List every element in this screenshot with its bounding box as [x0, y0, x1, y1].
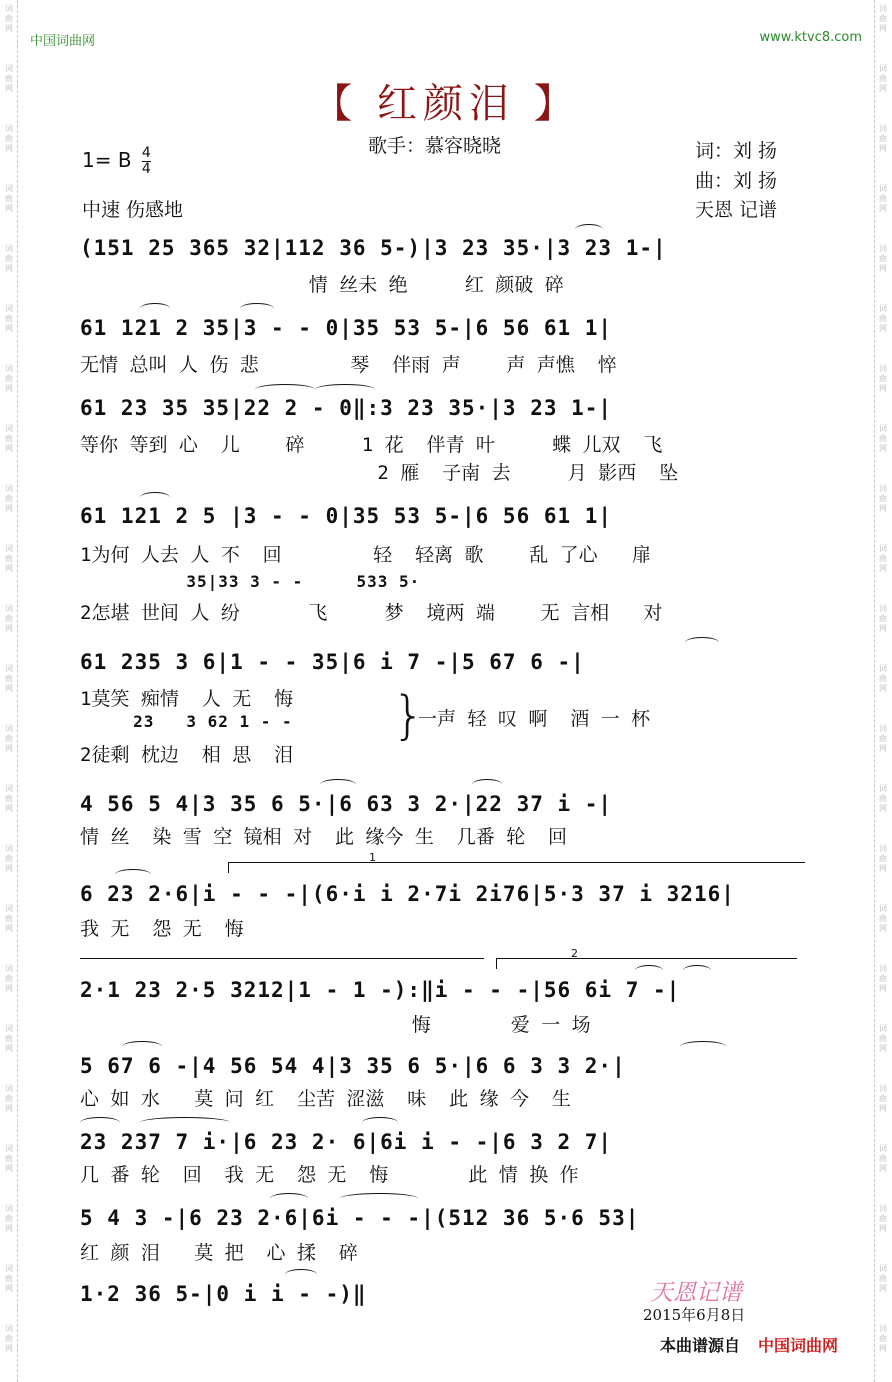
time-signature: [142, 146, 151, 177]
score-line-1-notes: (151 25 365 32|112 36 5-)|3 23 35·|3 23 1-|: [80, 236, 667, 260]
watermark-text: 词曲网: [5, 724, 13, 753]
site-url-top-right[interactable]: www.ktvc8.com: [759, 30, 862, 45]
watermark-text: 词曲网: [5, 964, 13, 993]
watermark-text: 词曲网: [879, 664, 887, 693]
score-line-11-lyrics: 心 如 水 莫 问 红 尘苦 涩滋 味 此 缘 今 生: [80, 1088, 571, 1110]
volta-bracket-2: 2: [496, 958, 797, 969]
watermark-text: 词曲网: [5, 364, 13, 393]
transcriber-stamp: 天恩记谱: [650, 1280, 742, 1306]
score-line-7-notes: 23 3 62 1 - -: [80, 712, 293, 731]
watermark-text: 词曲网: [879, 784, 887, 813]
source-credit: [660, 1333, 838, 1356]
score-line-9-notes: 6 23 2·6|i - - -|(6·i i 2·7i 2i76|5·3 37 i 3216|: [80, 882, 735, 906]
watermark-text: 词曲网: [5, 1024, 13, 1053]
score-line-2-lyrics: 无情 总叫 人 伤 悲 琴 伴雨 声 声 声憔 悴: [80, 354, 617, 376]
watermark-text: 词曲网: [5, 844, 13, 873]
score-line-2-notes: 61 121 2 35|3 - - 0|35 53 5-|6 56 61 1|: [80, 316, 613, 340]
watermark-text: 词曲网: [879, 184, 887, 213]
score-line-4-notes: 61 121 2 5 |3 - - 0|35 53 5-|6 56 61 1|: [80, 504, 613, 528]
score-line-6-lyrics: 1莫笑 痴情 人 无 悔: [80, 688, 294, 710]
watermark-text: 词曲网: [879, 964, 887, 993]
chorus-interlude-lyrics: 一声 轻 叹 啊 酒 一 杯: [418, 708, 651, 730]
right-watermark-column: [874, 0, 892, 1382]
score-line-3-notes: 61 23 35 35|22 2 - 0‖:3 23 35·|3 23 1-|: [80, 396, 613, 420]
source-label: 本曲谱源自: [660, 1336, 741, 1355]
score-line-12-notes: 23 237 7 i·|6 23 2· 6|6i i - -|6 3 2 7|: [80, 1130, 613, 1154]
watermark-text: 词曲网: [879, 904, 887, 933]
watermark-text: 词曲网: [5, 484, 13, 513]
singer-credit: 歌手：慕容晓晓: [368, 135, 502, 157]
watermark-text: 词曲网: [5, 4, 13, 33]
watermark-text: 词曲网: [879, 364, 887, 393]
watermark-text: 词曲网: [5, 184, 13, 213]
score-line-8-notes: 4 56 5 4|3 35 6 5·|6 63 3 2·|22 37 i -|: [80, 792, 613, 816]
composer-credit: 曲：刘 扬: [695, 170, 778, 192]
score-line-11-notes: 5 67 6 -|4 56 54 4|3 35 6 5·|6 6 3 3 2·|: [80, 1054, 626, 1078]
watermark-text: 词曲网: [879, 424, 887, 453]
lyricist-credit: 词：刘 扬: [695, 140, 778, 162]
score-line-12-lyrics: 几 番 轮 回 我 无 怨 无 悔 此 情 换 作: [80, 1164, 579, 1186]
score-line-13-notes: 5 4 3 -|6 23 2·6|6i - - -|(512 36 5·6 53|: [80, 1206, 640, 1230]
watermark-text: 词曲网: [879, 1264, 887, 1293]
score-line-13-lyrics: 红 颜 泪 莫 把 心 揉 碎: [80, 1242, 358, 1264]
score-line-7-lyrics: 2徒剩 枕边 相 思 泪: [80, 744, 294, 766]
watermark-text: 词曲网: [5, 424, 13, 453]
watermark-text: 词曲网: [879, 544, 887, 573]
watermark-text: 词曲网: [5, 304, 13, 333]
watermark-text: 词曲网: [5, 64, 13, 93]
score-line-14-notes: 1·2 36 5-|0 i i - -)‖: [80, 1282, 367, 1306]
watermark-text: 词曲网: [879, 64, 887, 93]
volta-bracket-1: 1: [228, 862, 805, 873]
score-line-3-lyrics-v2: 2 雁 子南 去 月 影西 坠: [80, 462, 679, 484]
watermark-text: 词曲网: [5, 1324, 13, 1353]
score-line-1-lyrics: 情 丝未 绝 红 颜破 碎: [80, 274, 564, 296]
watermark-text: 词曲网: [879, 1084, 887, 1113]
transcriber-credit: 天恩 记谱: [695, 199, 778, 221]
time-signature-bottom: 4: [141, 161, 151, 177]
watermark-text: 词曲网: [879, 304, 887, 333]
score-line-5-lyrics: 2怎堪 世间 人 纷 飞 梦 境两 端 无 言相 对: [80, 602, 663, 624]
transcription-date: 2015年6月8日: [643, 1306, 746, 1324]
score-line-9-lyrics: 我 无 怨 无 悔: [80, 918, 244, 940]
score-line-10-notes: 2·1 23 2·5 3212|1 - 1 -):‖i - - -|56 6i 7 -|: [80, 978, 681, 1002]
watermark-text: 词曲网: [879, 724, 887, 753]
watermark-text: 词曲网: [5, 124, 13, 153]
watermark-text: 词曲网: [5, 1204, 13, 1233]
watermark-text: 词曲网: [879, 1144, 887, 1173]
key-label: 1= B: [82, 148, 132, 172]
watermark-text: 词曲网: [879, 484, 887, 513]
score-line-6-notes: 61 235 3 6|1 - - 35|6 i 7 -|5 67 6 -|: [80, 650, 585, 674]
key-signature: [82, 146, 151, 177]
site-name-top-left[interactable]: 中国词曲网: [30, 34, 96, 49]
volta-1-continuation: [80, 958, 484, 959]
watermark-text: 词曲网: [5, 1264, 13, 1293]
watermark-text: 词曲网: [5, 244, 13, 273]
watermark-text: 词曲网: [5, 1144, 13, 1173]
watermark-text: 词曲网: [5, 604, 13, 633]
song-title: 【 红颜泪 】: [312, 81, 580, 127]
verse-brace: }: [392, 686, 426, 746]
watermark-text: 词曲网: [5, 784, 13, 813]
score-line-4-lyrics: 1为何 人去 人 不 回 轻 轻离 歌 乱 了心 扉: [80, 544, 651, 566]
watermark-text: 词曲网: [879, 4, 887, 33]
watermark-text: 词曲网: [879, 604, 887, 633]
watermark-text: 词曲网: [879, 1324, 887, 1353]
watermark-text: 词曲网: [879, 244, 887, 273]
watermark-text: 词曲网: [879, 124, 887, 153]
tempo-marking: 中速 伤感地: [82, 199, 184, 221]
score-line-3-lyrics-v1: 等你 等到 心 儿 碎 1 花 伴青 叶 蝶 儿双 飞: [80, 434, 663, 456]
left-watermark-column: [0, 0, 18, 1382]
watermark-text: 词曲网: [879, 1024, 887, 1053]
score-line-8-lyrics: 情 丝 染 雪 空 镜相 对 此 缘今 生 几番 轮 回: [80, 826, 568, 848]
watermark-text: 词曲网: [5, 1084, 13, 1113]
watermark-text: 词曲网: [879, 844, 887, 873]
source-site-link[interactable]: 中国词曲网: [758, 1336, 839, 1355]
watermark-text: 词曲网: [5, 544, 13, 573]
watermark-text: 词曲网: [5, 904, 13, 933]
watermark-text: 词曲网: [5, 664, 13, 693]
watermark-text: 词曲网: [879, 1204, 887, 1233]
score-line-10-lyrics: 悔 爱 一 场: [80, 1014, 591, 1036]
time-signature-top: 4: [141, 145, 151, 161]
score-line-5-notes: 35|33 3 - - 533 5·: [80, 572, 421, 591]
